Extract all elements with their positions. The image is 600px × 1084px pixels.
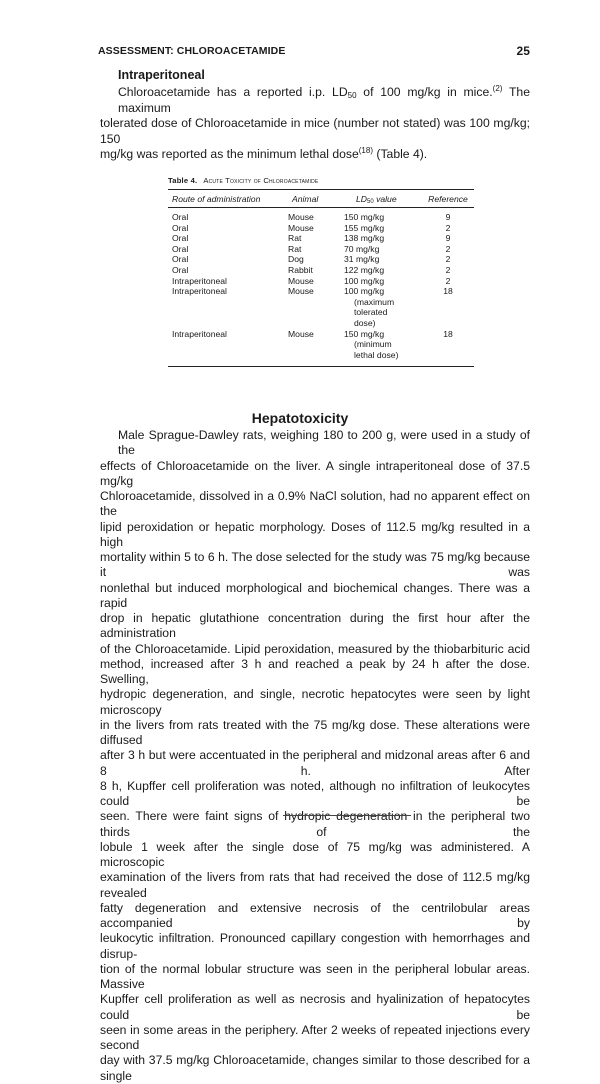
paragraph-line: in the livers from rats treated with the 75 mg/kg dose. These alterations were diffused xyxy=(100,717,530,747)
cell-route: Oral xyxy=(172,212,189,222)
running-title: ASSESSMENT: CHLOROACETAMIDE xyxy=(98,45,286,57)
cell-animal: Mouse xyxy=(288,286,314,297)
paragraph-line: day with 37.5 mg/kg Chloroacetamide, changes similar to those described for a single xyxy=(100,1053,530,1083)
paragraph-line: nonlethal but induced morphological and biochemical changes. There was a rapid xyxy=(100,580,530,610)
paragraph-line: mortality within 5 to 6 h. The dose selected for the study was 75 mg/kg because it was xyxy=(100,550,530,580)
paragraph-line: leukocytic infiltration. Pronounced capillary congestion with hemorrhages and disrup- xyxy=(100,931,530,961)
table-row xyxy=(168,233,474,244)
paragraph-line: hydropic degeneration, and single, necrotic hepatocytes were seen by light microscopy xyxy=(100,687,530,717)
paragraph-line: tolerated dose of Chloroacetamide in mice (number not stated) was 100 mg/kg; 150 xyxy=(100,116,530,146)
table-bottom-rule xyxy=(168,366,474,367)
paragraph-line: examination of the livers from rats that had received the dose of 112.5 mg/kg revealed xyxy=(100,870,530,900)
cell-route: Intraperitoneal xyxy=(172,286,227,297)
table-row xyxy=(168,286,474,328)
cell-ld50-line: 122 mg/kg xyxy=(344,264,385,275)
cell-reference: 2 xyxy=(445,264,451,275)
table-header-row xyxy=(168,190,474,204)
cell-animal: Mouse xyxy=(288,275,314,286)
cell-route: Oral xyxy=(172,254,189,265)
cell-animal: Rat xyxy=(288,233,302,244)
cell-animal: Rabbit xyxy=(288,264,313,275)
table-row xyxy=(168,254,474,265)
paragraph-line: seen in some areas in the periphery. After 2 weeks of repeated injections every second xyxy=(100,1022,530,1052)
cell-ld50-line: 70 mg/kg xyxy=(344,243,380,254)
cell-route: Oral xyxy=(172,243,189,254)
cell-animal: Dog xyxy=(288,254,304,265)
paragraph-line: seen. There were faint signs of hydropic degeneration in the peripheral two thirds of the xyxy=(100,809,530,839)
cell-ld50-line: 31 mg/kg xyxy=(344,254,380,265)
cell-ld50 xyxy=(344,265,384,276)
paragraph-line: Kupffer cell proliferation as well as necrosis and hyalinization of hepatocytes could be xyxy=(100,992,530,1022)
page-number: 25 xyxy=(516,44,530,58)
paragraph-line: tion of the normal lobular structure was seen in the peripheral lobular areas. Massive xyxy=(100,961,530,991)
cell-route: Oral xyxy=(172,264,189,275)
cell-animal: Rat xyxy=(288,243,302,254)
cell-route: Intraperitoneal xyxy=(172,328,227,339)
cell-ld50 xyxy=(344,329,398,361)
cell-ld50 xyxy=(344,286,394,328)
column-header-route: Route of administration xyxy=(172,194,261,204)
table-row xyxy=(168,265,474,276)
paragraph-line: of the Chloroacetamide. Lipid peroxidation, measured by the thiobarbituric acid xyxy=(100,641,530,656)
column-header-animal: Animal xyxy=(292,194,319,204)
acute-toxicity-table xyxy=(168,189,474,367)
cell-reference: 2 xyxy=(445,275,451,286)
cell-ld50-line: 150 mg/kg xyxy=(344,328,385,339)
cell-ld50-line: 155 mg/kg xyxy=(344,222,385,233)
cell-ld50-line: lethal dose) xyxy=(354,349,399,360)
cell-reference: 9 xyxy=(445,212,451,222)
cell-route: Oral xyxy=(172,233,189,244)
paragraph-line: Chloroacetamide has a reported i.p. $LD_{50}$ of 100 mg/kg in mice.$^{(2)}$ The maximum xyxy=(118,84,530,115)
cell-ld50-line: 100 mg/kg xyxy=(344,286,385,297)
cell-ld50-line: tolerated xyxy=(354,307,388,318)
paragraph-line: Male Sprague-Dawley rats, weighing 180 to 200 g, were used in a study of the xyxy=(118,428,530,458)
cell-ld50 xyxy=(344,254,379,265)
paragraph-line: after 3 h but were accentuated in the peripheral and midzonal areas after 6 and 8 h. After xyxy=(100,748,530,778)
cell-reference: 9 xyxy=(445,233,451,244)
cell-animal: Mouse xyxy=(288,222,314,233)
cell-ld50 xyxy=(344,223,384,234)
cell-route: Intraperitoneal xyxy=(172,275,227,286)
cell-ld50-line: 150 mg/kg xyxy=(344,212,385,222)
cell-reference: 2 xyxy=(445,222,451,233)
cell-ld50 xyxy=(344,276,384,287)
cell-reference: 18 xyxy=(443,328,453,339)
cell-ld50-line: (minimum xyxy=(354,339,392,350)
column-header-ld50: LD50 value xyxy=(356,194,397,205)
cell-ld50-line: (maximum xyxy=(354,296,395,307)
paragraph-line: Chloroacetamide, dissolved in a 0.9% NaCl solution, had no apparent effect on the xyxy=(100,489,530,519)
table-row xyxy=(168,276,474,287)
table-caption xyxy=(168,176,318,185)
table-row xyxy=(168,212,474,223)
cell-animal: Mouse xyxy=(288,212,314,222)
paragraph-line: fatty degeneration and extensive necrosis of the centrilobular areas accompanied by xyxy=(100,900,530,930)
section-heading-hepatotoxicity: Hepatotoxicity xyxy=(251,410,349,426)
table-title: Acute Toxicity of Chloroacetamide xyxy=(203,176,319,185)
column-header-reference: Reference xyxy=(428,194,468,204)
cell-ld50 xyxy=(344,233,384,244)
paragraph-line: effects of Chloroacetamide on the liver. A single intraperitoneal dose of 37.5 mg/kg xyxy=(100,458,530,488)
cell-ld50-line: 138 mg/kg xyxy=(344,233,385,244)
paragraph-line: 8 h, Kupffer cell proliferation was noted, although no infiltration of leukocytes could be xyxy=(100,778,530,808)
cell-ld50 xyxy=(344,244,379,255)
cell-reference: 18 xyxy=(443,286,453,297)
table-row xyxy=(168,223,474,234)
footer-rule xyxy=(283,815,411,816)
cell-reference: 2 xyxy=(445,243,451,254)
paragraph-line: drop in hepatic glutathione concentration during the first hour after the administration xyxy=(100,611,530,641)
cell-ld50 xyxy=(344,212,384,223)
cell-animal: Mouse xyxy=(288,328,314,339)
table-label: Table 4. xyxy=(168,176,198,185)
table-body xyxy=(168,208,474,360)
cell-route: Oral xyxy=(172,222,189,233)
paragraph-line: lobule 1 week after the single dose of 75 mg/kg was administered. A microscopic xyxy=(100,839,530,869)
running-header xyxy=(98,45,530,57)
cell-ld50-line: dose) xyxy=(354,317,376,328)
table-row xyxy=(168,329,474,361)
intraperitoneal-paragraph xyxy=(100,85,530,163)
cell-reference: 2 xyxy=(445,254,451,265)
paragraph-line: lipid peroxidation or hepatic morphology. Doses of 112.5 mg/kg resulted in a high xyxy=(100,519,530,549)
hepatotoxicity-paragraph xyxy=(100,428,530,1084)
cell-ld50-line: 100 mg/kg xyxy=(344,275,385,286)
table-row xyxy=(168,244,474,255)
paragraph-line: method, increased after 3 h and reached a peak by 24 h after the dose. Swelling, xyxy=(100,656,530,686)
paragraph-line: mg/kg was reported as the minimum lethal dose$^{(18)}$ (Table 4). xyxy=(100,146,428,161)
section-heading-intraperitoneal: Intraperitoneal xyxy=(118,68,205,82)
